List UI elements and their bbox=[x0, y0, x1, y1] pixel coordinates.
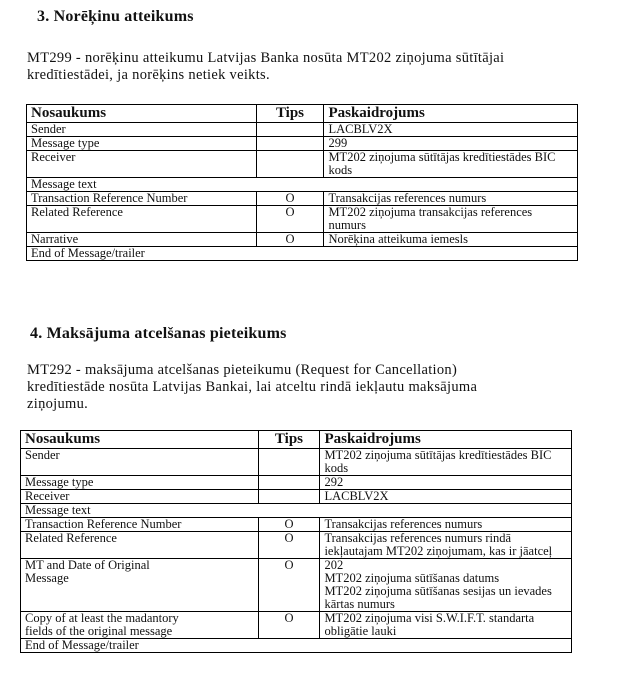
column-header-explanation: Paskaidrojums bbox=[324, 105, 578, 123]
cell-tips: O bbox=[258, 518, 320, 532]
explanation-line: MT202 ziņojuma transakcijas references bbox=[328, 205, 533, 219]
section4-intro-line2: kredītiestāde nosūta Latvijas Bankai, lai atceltu rindā iekļautu maksājuma bbox=[27, 379, 478, 395]
section4-table bbox=[20, 430, 572, 653]
section4-intro-line3: ziņojumu. bbox=[27, 396, 89, 412]
section3-intro-line1: MT299 - norēķinu atteikumu Latvijas Banka nosūta MT202 ziņojuma sūtītājai bbox=[27, 50, 505, 66]
section3-intro bbox=[27, 50, 504, 84]
table-row-related-reference bbox=[21, 532, 572, 559]
cell-name: Related Reference bbox=[27, 206, 257, 233]
table-row-copy-of-fields bbox=[21, 612, 572, 639]
cell-tips: O bbox=[256, 233, 324, 247]
explanation-line: MT202 ziņojuma visi S.W.I.F.T. standarta bbox=[324, 611, 535, 625]
cell-explanation bbox=[320, 532, 572, 559]
cell-name bbox=[21, 612, 259, 639]
cell-name: Related Reference bbox=[21, 532, 259, 559]
table-row-end bbox=[27, 247, 578, 261]
cell-explanation bbox=[320, 449, 572, 476]
cell-explanation bbox=[320, 559, 572, 612]
cell-name: Message type bbox=[21, 476, 259, 490]
section4-heading: 4. Maksājuma atcelšanas pieteikums bbox=[30, 325, 287, 342]
explanation-line: MT202 ziņojuma sūtīšanas datums bbox=[324, 571, 500, 585]
cell-name: Receiver bbox=[21, 490, 259, 504]
cell-tips: O bbox=[256, 206, 324, 233]
cell-name: Narrative bbox=[27, 233, 257, 247]
column-header-name: Nosaukums bbox=[27, 105, 257, 123]
table-row-transaction-reference bbox=[27, 192, 578, 206]
cell-tips: O bbox=[258, 532, 320, 559]
section4-intro bbox=[27, 362, 477, 413]
cell-tips bbox=[258, 449, 320, 476]
cell-explanation: LACBLV2X bbox=[324, 123, 578, 137]
explanation-line: numurs bbox=[328, 218, 366, 232]
name-line: Copy of at least the madantory bbox=[25, 611, 179, 625]
table-row-sender bbox=[27, 123, 578, 137]
table-row-mt-and-date bbox=[21, 559, 572, 612]
cell-explanation: 292 bbox=[320, 476, 572, 490]
cell-explanation: Transakcijas references numurs bbox=[324, 192, 578, 206]
explanation-line: Transakcijas references numurs rindā bbox=[324, 531, 512, 545]
cell-name: Sender bbox=[27, 123, 257, 137]
cell-explanation: 299 bbox=[324, 137, 578, 151]
table-row-end bbox=[21, 639, 572, 653]
table-row-message-text bbox=[21, 504, 572, 518]
cell-name: Transaction Reference Number bbox=[27, 192, 257, 206]
cell-name bbox=[21, 559, 259, 612]
table-header-row bbox=[21, 431, 572, 449]
table-row-message-text bbox=[27, 178, 578, 192]
explanation-line: kods bbox=[328, 163, 353, 177]
cell-name: Receiver bbox=[27, 151, 257, 178]
section3-heading: 3. Norēķinu atteikums bbox=[37, 8, 194, 25]
cell-explanation: Transakcijas references numurs bbox=[320, 518, 572, 532]
cell-name: Message text bbox=[27, 178, 578, 192]
name-line: fields of the original message bbox=[25, 624, 173, 638]
cell-explanation: Norēķina atteikuma iemesls bbox=[324, 233, 578, 247]
cell-name: Transaction Reference Number bbox=[21, 518, 259, 532]
explanation-line: iekļautajam MT202 ziņojumam, kas ir jāatceļ bbox=[324, 544, 553, 558]
cell-tips: O bbox=[256, 192, 324, 206]
cell-tips: O bbox=[258, 612, 320, 639]
cell-explanation bbox=[320, 612, 572, 639]
cell-explanation: LACBLV2X bbox=[320, 490, 572, 504]
cell-name: Message text bbox=[21, 504, 572, 518]
column-header-tips: Tips bbox=[258, 431, 320, 449]
explanation-line: 202 bbox=[324, 558, 344, 572]
cell-tips bbox=[256, 151, 324, 178]
cell-name: Sender bbox=[21, 449, 259, 476]
table-row-message-type bbox=[21, 476, 572, 490]
table-row-transaction-reference bbox=[21, 518, 572, 532]
explanation-line: obligātie lauki bbox=[324, 624, 397, 638]
section3-table bbox=[26, 104, 578, 261]
cell-explanation bbox=[324, 206, 578, 233]
cell-tips bbox=[256, 137, 324, 151]
explanation-line: MT202 ziņojuma sūtītājas kredītiestādes BIC bbox=[328, 150, 556, 164]
explanation-line: MT202 ziņojuma sūtīšanas sesijas un ievades bbox=[324, 584, 552, 598]
name-line: Message bbox=[25, 571, 69, 585]
table-row-sender bbox=[21, 449, 572, 476]
cell-name: End of Message/trailer bbox=[21, 639, 572, 653]
table-row-related-reference bbox=[27, 206, 578, 233]
cell-tips bbox=[256, 123, 324, 137]
explanation-line: MT202 ziņojuma sūtītājas kredītiestādes BIC bbox=[324, 448, 552, 462]
column-header-name: Nosaukums bbox=[21, 431, 259, 449]
cell-explanation bbox=[324, 151, 578, 178]
explanation-line: kods bbox=[324, 461, 349, 475]
section3-intro-line2: kredītiestādei, ja norēķins netiek veikts. bbox=[27, 67, 270, 83]
column-header-explanation: Paskaidrojums bbox=[320, 431, 572, 449]
table-row-receiver bbox=[27, 151, 578, 178]
name-line: MT and Date of Original bbox=[25, 558, 150, 572]
table-row-narrative bbox=[27, 233, 578, 247]
cell-tips: O bbox=[258, 559, 320, 612]
explanation-line: kārtas numurs bbox=[324, 597, 395, 611]
column-header-tips: Tips bbox=[256, 105, 324, 123]
table-row-message-type bbox=[27, 137, 578, 151]
table-header-row bbox=[27, 105, 578, 123]
table-row-receiver bbox=[21, 490, 572, 504]
cell-tips bbox=[258, 476, 320, 490]
cell-name: Message type bbox=[27, 137, 257, 151]
cell-tips bbox=[258, 490, 320, 504]
cell-name: End of Message/trailer bbox=[27, 247, 578, 261]
section4-intro-line1: MT292 - maksājuma atcelšanas pieteikumu (Request for Cancellation) bbox=[27, 362, 458, 378]
